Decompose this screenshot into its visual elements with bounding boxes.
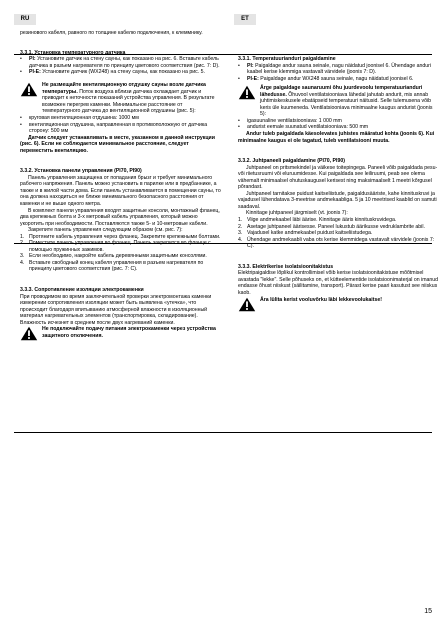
ru-rcd-warning: Не подключайте подачу питания электрокаменки через устройства защитного отключения. <box>20 326 221 341</box>
ru-warning-text: Поток воздуха вблизи датчика охлаждает датчик и приводит к неточности показаний устройства управления. В результате возможен перегрев каменки. Минимальное расстояние от температурного датчика до вентиляционной отдушины (рис. 5): <box>42 88 215 115</box>
ru-panel-step: 2. Поместите панель управления во фланец. Панель закрепится во фланце с помощью пружинных зажимов. <box>20 240 211 253</box>
ru-panel-paragraph-1: Панель управления защищена от попадания брызг и требует минимального рабочего напряжения. Панель можно установить в парилке или в предбаннике, а также и в жилой части дома. Если панель устанавливается в помещении сауны, то она должна находиться не ближе минимального безопасного расстояния от каменки и не выше одного метра. <box>20 174 221 207</box>
language-label-et: ET <box>234 14 256 25</box>
ru-panel-paragraph-3: Закрепите панель управления следующим образом (см. рис. 7): <box>28 227 183 234</box>
ru-column <box>20 30 221 341</box>
section-divider <box>14 432 432 433</box>
et-column <box>238 30 439 312</box>
ru-section-333-title: 3.3.3. Сопротивление изоляции электрокаменки <box>20 287 144 293</box>
et-panel-step: 1. Viige andmekaabel läbi äärise. Kinnitage ääris kinnituskruvidega. <box>238 217 397 224</box>
et-warning-text: Õhuvool ventilatsiooniava lähedal jahutab andurit, mis annab juhtimiskeskusele ebatäpseid temperatuuri näitusid. Selle tulemusena võib keris üle kuumeneda. Ventilatsiooniava minimaalne kaugus andurist (joonis 5): <box>260 91 433 118</box>
et-panel-step: 2. Asetage juhtpaneel äärisesse. Paneel lukustub äärikusse vedruklambrite abil. <box>238 223 425 230</box>
ru-panel-step: 4. Вставьте свободный конец кабеля управления в разъем нагревателя по принципу цветового соответствия (рис. 7: C). <box>20 259 204 273</box>
et-ventilation-warning <box>238 85 439 118</box>
warning-triangle-icon <box>20 326 38 341</box>
ru-section-332-title: 3.3.2. Установка панели управления (PI70, PI90) <box>20 168 142 175</box>
ru-insulation-paragraph: При проводимом во время заключительной проверки электромонтажа каменки измерении сопротивления изоляции может быть выявлена «утечка», что происходит благодаря впитыванию атмосферной влажности в изоляционный материал нагревательных элементов (транспортировка, складирование). Влажность исчезнет в среднем после двух нагреваний каменки. <box>20 293 212 326</box>
ru-panel-paragraph-2: В комплект панели управления входят защитные консоли, монтажный фланец, два крепежных болта и 3-х метровый кабель управления, который можно укоротить при необходимости. Поставляются также 5- и 10-метровые кабели. <box>20 207 220 227</box>
et-insulation-paragraph: Elektripaigaldise lõplikul kontrollimisel võib kerise isolatsioonitakistuse mõõtmisel avastada "lekke". Selle põhuseks on, et kütteelementide isolatsioonimaterjal on imanud endasse õhust niiskust (säilitamine, transport). Pärast kerise paari kasutust see niiskus kaob. <box>238 270 439 296</box>
ru-sensor-item-pi: • PI: Установите датчик на стену сауны, как показано на рис. 6. Вставьте кабель датчика в разъем нагревателя по принципу цветового соответствия (рис. 7: D). <box>20 56 220 69</box>
et-distance-item: • igasuunaline ventilatsiooniava: 1 000 mm <box>238 117 342 124</box>
et-panel-paragraph-1: Juhtpaneel on pritsmekindel ja väikese toitepingega. Paneeli võib paigaldada pesu- või riietusruumi või eluruumidesse. Kui paigaldada see leiliruumi, peab see olema vähemalt minimaalsel ohutuskaugusel kerisest ning maksimaalselt 1 meetri kõrgusel põrandast. <box>238 164 438 191</box>
warning-triangle-icon <box>20 82 38 97</box>
et-warning-bold: Ärge paigaldage saunaruumi õhu juurdevoolu temperatuurianduri lähedusse. <box>260 85 423 98</box>
ru-section-331-title: 3.3.1. Установка температурного датчика <box>20 49 126 56</box>
et-sensor-item-pie: • PI-E: Paigaldage andur WX248 sauna seinale, nagu näidatud joonisel 6. <box>238 75 414 82</box>
ru-intro-paragraph: резинового кабеля, равного по толщине кабелю подключения, к клеммнику. <box>20 30 203 36</box>
ru-sensor-placement-note: Датчик следует устанавливать в месте, указанном в данной инструкции (рис. 6). Если не соблюдается минимальное расстояние, следует переместить вентиляцию. <box>20 134 215 154</box>
et-section-331-title: 3.3.1. Temperatuurianduri paigaldamine <box>238 56 336 62</box>
et-distance-item: • andurist eemale suunatud ventilatsiooniava: 500 mm <box>238 124 369 131</box>
ru-panel-step: 3. Если необходимо, накройте кабель деревянными защитными консолями. <box>20 253 207 260</box>
ru-distance-item: • вентиляционная отдушина, направленная в противоположную от датчика сторону: 500 мм <box>20 121 208 135</box>
et-section-333-title: 3.3.3. Elektrikerise isolatsioonitakistus <box>238 263 334 270</box>
ru-distance-item: • круговая вентиляционная отдушина: 1000 мм <box>20 114 139 121</box>
et-panel-step: 3. Vajadusel katke andmekaabel puidust kaitseliistudega. <box>238 230 373 237</box>
et-sensor-item-pi: • PI: Paigaldage andur sauna seinale, nagu näidatud joonisel 6. Ühendage anduri kaabel kerise klemmiga vastavalt värvidele (joonis 7: D). <box>238 62 432 76</box>
page-number: 15 <box>424 608 432 615</box>
ru-warning-bold: Не размещайте вентиляционную отдушку сауны возле датчика температуры. <box>42 82 206 95</box>
warning-triangle-icon <box>238 85 256 100</box>
et-rcd-warning: Ära lülita kerist vooluvõrku läbi lekkevoolukaitse! <box>238 297 439 312</box>
et-panel-step: 4. Ühendage andmekaabli vaba ots kerise klemmidega vastavalt värvidele (joonis 7: C). <box>238 236 435 250</box>
language-label-ru: RU <box>14 14 36 25</box>
et-sensor-placement-note: Andur tuleb paigaldada käesolevates juhistes määratud kohta (joonis 6). Kui minimaalne kaugus ei ole tagatud, tuleb ventilatsiooni muuta. <box>238 131 435 144</box>
et-panel-paragraph-2: Juhtpaneel tarnitakse puidust kaitseliistude, paigaldusääriste, kahe kinnituskruvi ja vajadusel lühendatava 3-meetrise andmekaabliga. 5 ja 10 meetrised kaablid on samuti saadaval. <box>238 190 437 210</box>
ru-panel-step: 1. Протяните кабель управления через фланец. Закрепите крепежными болтами. <box>20 233 221 240</box>
ru-ventilation-warning <box>20 82 221 115</box>
warning-triangle-icon <box>238 297 256 312</box>
et-section-332-title: 3.3.2. Juhtpaneeli paigaldamine (PI70, PI90) <box>238 158 345 165</box>
ru-sensor-item-pie: • PI-E: Установите датчик (WX248) на стену сауны, как показано на рис. 5. <box>20 69 205 76</box>
et-panel-paragraph-3: Kinnitage juhtpaneel järgmiselt (vt. joonis 7): <box>246 210 348 217</box>
